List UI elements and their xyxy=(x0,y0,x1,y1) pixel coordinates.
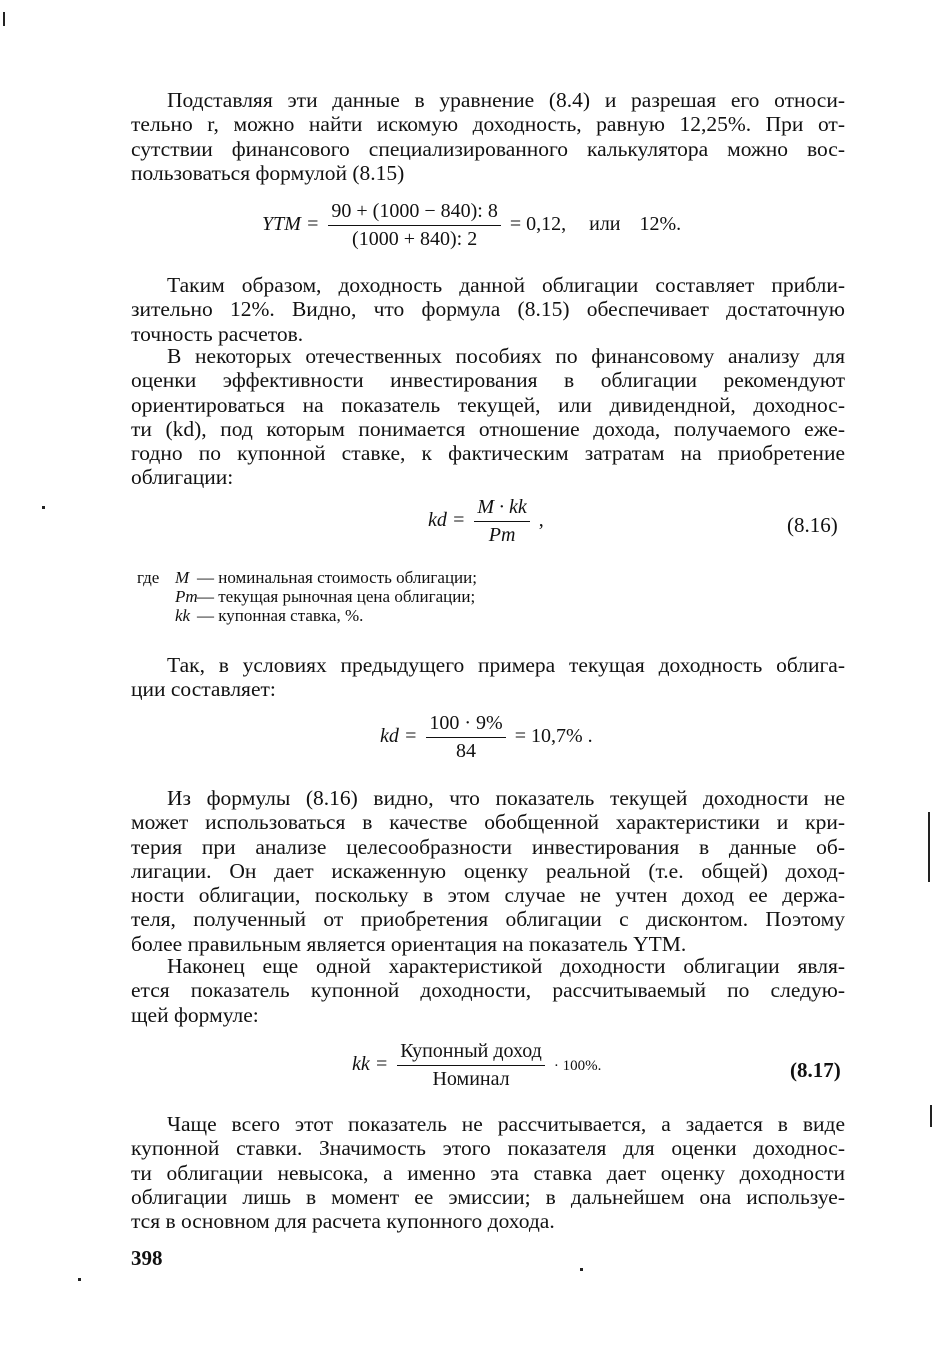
where-label: где xyxy=(137,568,160,587)
fraction-numerator: Купонный доход xyxy=(397,1040,545,1066)
equation-lhs: kd = xyxy=(380,725,418,748)
text-line: сутствии финансового специализированного калькулятора можно вос- xyxy=(131,136,845,161)
paragraph-1 xyxy=(131,88,845,185)
page-number: 398 xyxy=(131,1246,163,1270)
text-line: годно по купонной ставке, к фактическим затратам на приобретение xyxy=(131,441,845,466)
equation-fraction xyxy=(426,712,505,763)
definition-symbol: M xyxy=(175,568,190,587)
fraction-denominator: 84 xyxy=(456,740,477,762)
definition-text: — купонная ставка, %. xyxy=(197,606,364,625)
equation-result: = 0,12, xyxy=(509,213,567,236)
text-line: тся в основном для расчета купонного дохода. xyxy=(131,1209,555,1234)
symbol-definitions xyxy=(137,568,477,625)
definition-row xyxy=(137,606,477,625)
text-line: лигации. Он дает искаженную оценку реальной (т.е. общей) доход- xyxy=(131,858,845,883)
fraction-denominator: (1000 + 840): 2 xyxy=(352,228,478,250)
scan-mark xyxy=(580,1268,583,1271)
text-line: Таким образом, доходность данной облигации составляет прибли- xyxy=(167,273,845,297)
fraction-denominator: Номинал xyxy=(432,1068,510,1090)
equation-fraction xyxy=(474,496,529,547)
definition-row xyxy=(137,587,477,606)
equation-lhs: kk = xyxy=(352,1053,389,1076)
scan-mark xyxy=(78,1278,81,1281)
definition-text: — номинальная стоимость облигации; xyxy=(197,568,477,587)
equation-number: (8.16) xyxy=(787,513,838,537)
definition-symbol: kk xyxy=(175,606,191,625)
paragraph-5 xyxy=(131,786,845,956)
text-line: тельно r, можно найти искомую доходность, равную 12,25%. При от- xyxy=(131,112,845,137)
definition-symbol: Pm xyxy=(175,587,198,606)
equation-lhs: YTM = xyxy=(262,213,320,236)
text-line: терия при анализе целесообразности инвестирования в данные об- xyxy=(131,834,845,859)
equation-result: = 10,7% . xyxy=(514,725,593,748)
scan-mark xyxy=(928,812,930,882)
equation-ytm xyxy=(262,200,681,251)
text-line: ти (kd), под которым понимается отношение дохода, получаемого еже- xyxy=(131,416,845,441)
text-line: более правильным является ориентация на показатель YTM. xyxy=(131,931,687,956)
text-line: Наконец еще одной характеристикой доходности облигации явля- xyxy=(167,954,845,978)
equation-lhs: kd = xyxy=(428,509,466,532)
text-line: зительно 12%. Видно, что формула (8.15) обеспечивает достаточную xyxy=(131,297,845,322)
paragraph-6 xyxy=(131,954,845,1027)
equation-fraction xyxy=(397,1040,545,1091)
fraction-denominator: Pm xyxy=(488,524,516,546)
text-line: ти облигации невысока, а именно эта ставка дает оценку доходности xyxy=(131,1160,845,1185)
text-line: точность расчетов. xyxy=(131,321,304,346)
text-line: ции составляет: xyxy=(131,677,276,702)
paragraph-7 xyxy=(131,1112,845,1233)
equation-or: или xyxy=(589,213,621,236)
text-line: ориентироваться на показатель текущей, или дивидендной, доходнос- xyxy=(131,392,845,417)
text-line: может использоваться в качестве обобщенной характеристики и кри- xyxy=(131,810,845,835)
equation-example xyxy=(380,712,593,763)
equation-tail: · 100%. xyxy=(553,1058,602,1075)
equation-tail: , xyxy=(538,509,544,532)
text-line: пользоваться формулой (8.15) xyxy=(131,160,405,185)
text-line: ется показатель купонной доходности, рассчитываемый по следую- xyxy=(131,978,845,1003)
equation-alt: 12%. xyxy=(639,213,682,236)
equation-current-yield xyxy=(428,496,544,547)
equation-fraction xyxy=(328,200,500,251)
paragraph-2 xyxy=(131,273,845,346)
fraction-numerator: 100 · 9% xyxy=(426,712,505,738)
text-line: купонной ставки. Значимость этого показателя для оценки доходнос- xyxy=(131,1136,845,1161)
fraction-numerator: 90 + (1000 − 840): 8 xyxy=(328,200,500,226)
scan-mark xyxy=(42,506,45,509)
text-line: облигации: xyxy=(131,465,234,490)
text-line: Из формулы (8.16) видно, что показатель текущей доходности не xyxy=(167,786,845,810)
scan-mark xyxy=(930,1105,932,1127)
text-line: Подставляя эти данные в уравнение (8.4) и разрешая его относи- xyxy=(167,88,845,112)
text-line: теля, полученный от приобретения облигации с дисконтом. Поэтому xyxy=(131,907,845,932)
equation-number: (8.17) xyxy=(790,1058,841,1082)
paragraph-4 xyxy=(131,653,845,702)
scan-mark xyxy=(3,12,5,26)
equation-coupon-yield xyxy=(352,1040,601,1091)
fraction-numerator: M · kk xyxy=(474,496,529,522)
text-line: Так, в условиях предыдущего примера текущая доходность облига- xyxy=(167,653,845,677)
text-line: оценки эффективности инвестирования в облигации рекомендуют xyxy=(131,368,845,393)
text-line: ности облигации, поскольку в этом случае не учтен доход ее держа- xyxy=(131,883,845,908)
definition-text: — текущая рыночная цена облигации; xyxy=(197,587,476,606)
definition-row xyxy=(137,568,477,587)
text-line: Чаще всего этот показатель не рассчитывается, а задается в виде xyxy=(167,1112,845,1136)
text-line: В некоторых отечественных пособиях по финансовому анализу для xyxy=(167,344,845,368)
paragraph-3 xyxy=(131,344,845,490)
text-line: щей формуле: xyxy=(131,1002,259,1027)
text-line: облигации лишь в момент ее эмиссии; в дальнейшем она используе- xyxy=(131,1184,845,1209)
